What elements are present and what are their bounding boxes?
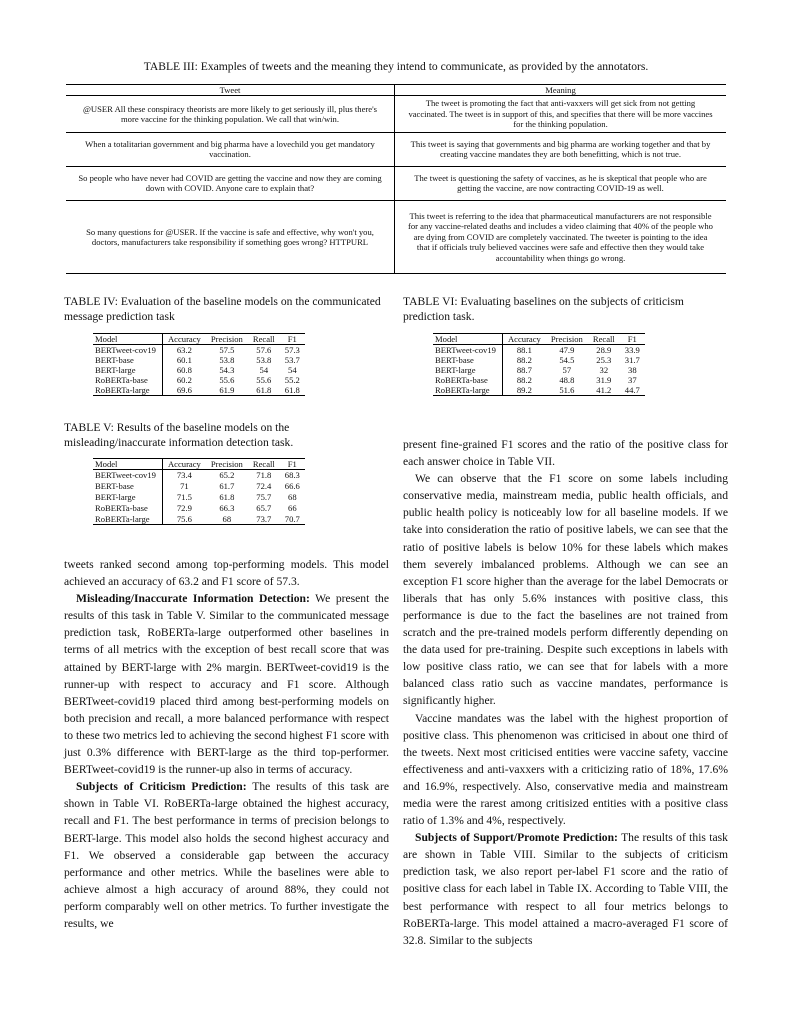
precision-cell: 55.6 <box>219 375 235 385</box>
paragraph <box>403 829 728 949</box>
table-row <box>93 492 305 503</box>
f1-cell: 70.7 <box>280 514 305 525</box>
table-row <box>93 470 305 481</box>
table6-header-accuracy: Accuracy <box>502 334 545 345</box>
accuracy-cell: 69.6 <box>162 385 205 396</box>
table6-caption: TABLE VI: Evaluating baselines on the subjects of criticism prediction task. <box>403 295 684 323</box>
table-row <box>93 355 305 365</box>
recall-cell: 54 <box>259 365 269 375</box>
table-row <box>93 503 305 514</box>
table5 <box>93 458 305 525</box>
table5-header-model: Model <box>93 459 162 470</box>
table-row <box>93 514 305 525</box>
recall-cell: 75.7 <box>256 492 272 502</box>
paragraph: present fine-grained F1 scores and the ratio of the positive class for each answer choice in Table VII. <box>403 438 728 469</box>
table3-meaning-cell: The tweet is promoting the fact that anti-vaxxers will get sick from not getting vaccinated. The tweet is in support of this, and specifies that there will be more vaccines for the thinking population. <box>395 96 727 133</box>
model-cell: RoBERTa-base <box>433 375 502 385</box>
recall-cell: 41.2 <box>588 385 620 396</box>
table5-header-recall: Recall <box>248 459 280 470</box>
table5-header-accuracy: Accuracy <box>162 459 205 470</box>
table-row <box>433 365 645 375</box>
table3-tweet-cell: So people who have never had COVID are getting the vaccine and now they are coming down with COVID. Anyone care to explain that? <box>66 167 395 201</box>
table-row <box>93 365 305 375</box>
f1-cell: 37 <box>628 375 637 385</box>
paragraph: Vaccine mandates was the label with the highest proportion of positive class. This phenomenon was criticised in about one third of the tweets. Next most criticised entities were vaccine safety, vaccine effectiveness and anti-vaxxers with a criticizing ratio of 18%, 17.6% and 16.9%, respectively. Also, conservative media and mainstream media were the rarest among critisized entities with a positive class ratio of 1.3% and 4%, respectively. <box>403 711 728 828</box>
precision-cell: 54.3 <box>219 365 235 375</box>
accuracy-cell: 75.6 <box>162 514 205 525</box>
table4-header-precision: Precision <box>206 334 248 345</box>
paragraph-heading: Subjects of Criticism Prediction: <box>76 780 247 794</box>
f1-cell: 61.8 <box>280 385 305 396</box>
precision-cell: 61.8 <box>219 492 235 502</box>
recall-cell: 32 <box>599 365 609 375</box>
accuracy-cell: 88.1 <box>516 345 532 355</box>
recall-cell: 55.6 <box>256 375 272 385</box>
paragraph-body: The results of this task are shown in Table VIII. Similar to the subjects of criticism prediction task, we also report per-label F1 score and the ratio of positive class for each label in Table IX. According to Table VIII, the best performance with respect to all four metrics belongs to RoBERTa-large. This model attained a macro-averaged F1 score of 32.8. Similar to the subjects <box>403 831 728 947</box>
table3-meaning-cell: This tweet is referring to the idea that pharmaceutical manufacturers are not responsible for any vaccine-related deaths and includes a video claiming that 40% of the people who are dying from COVID are completely vaccinated. The tweeter is pointing to the idea that if officials truly believed vaccines were safe and effective then they would take accountability when things go wrong. <box>395 201 727 274</box>
table6-header-row <box>433 334 645 345</box>
table6-header-precision: Precision <box>546 334 588 345</box>
accuracy-cell: 88.2 <box>516 375 532 385</box>
table4-header-recall: Recall <box>248 334 280 345</box>
table-row <box>93 385 305 396</box>
left-column-text <box>64 556 389 932</box>
paragraph-heading: Misleading/Inaccurate Information Detection: <box>76 592 310 606</box>
recall-cell: 53.8 <box>256 355 272 365</box>
f1-cell: 66.6 <box>284 481 300 491</box>
model-cell: BERT-base <box>93 355 162 365</box>
table-row <box>433 355 645 365</box>
table-row <box>66 201 726 274</box>
recall-cell: 28.9 <box>596 345 612 355</box>
precision-cell: 53.8 <box>219 355 235 365</box>
table3-header-meaning: Meaning <box>395 85 727 96</box>
f1-cell: 53.7 <box>284 355 300 365</box>
precision-cell: 61.7 <box>219 481 235 491</box>
table-row <box>433 345 645 356</box>
table3-tweet-cell: So many questions for @USER. If the vaccine is safe and effective, why won't you, doctors, manufacturers take responsibility if something goes wrong? HTTPURL <box>66 201 395 274</box>
f1-cell: 68 <box>288 492 297 502</box>
precision-cell: 57.5 <box>219 345 235 355</box>
model-cell: BERTweet-cov19 <box>93 345 162 356</box>
paragraph <box>64 590 389 778</box>
table-row <box>66 133 726 167</box>
f1-cell: 55.2 <box>284 375 300 385</box>
paragraph: We can observe that the F1 score on some labels including conservative media, mainstream media, public health officials, and public health policy is noticeably low for all baseline models. If we take into consideration the ratio of positive labels, we can see that the ratio of positive labels is below 10% for these labels which makes them severely imbalanced problems. Although we can see an exception F1 score higher than the average for the label Democrats or liberals that has only 5.6% instances with positive class, this performance is due to the fact the baselines are not trained from scratch and the pre-trained models perform differently depending on the data used for pre-training. Despite such exceptions in labels with low positive class ratio, we can see that for labels with a more balanced class ratio such as vaccine mandates, performance is significantly higher. <box>403 472 728 708</box>
table3-meaning-cell: This tweet is saying that governments and big pharma are working together and that by creating vaccine mandates they are both benefitting, which is not true. <box>395 133 727 167</box>
table3-header-row <box>66 85 726 96</box>
model-cell: BERTweet-cov19 <box>93 470 162 481</box>
precision-cell: 68 <box>206 514 248 525</box>
table6-header-model: Model <box>433 334 502 345</box>
accuracy-cell: 73.4 <box>176 470 192 481</box>
table-row <box>433 385 645 396</box>
table-row <box>66 167 726 201</box>
precision-cell: 66.3 <box>219 503 235 513</box>
recall-cell: 57.6 <box>256 345 272 355</box>
model-cell: BERT-base <box>433 355 502 365</box>
f1-cell: 68.3 <box>284 470 300 481</box>
paragraph-heading: Subjects of Support/Promote Prediction: <box>415 831 618 845</box>
table6-header-f1: F1 <box>620 334 645 345</box>
recall-cell: 65.7 <box>256 503 272 513</box>
f1-cell: 66 <box>288 503 297 513</box>
accuracy-cell: 60.2 <box>176 375 192 385</box>
table-row <box>93 375 305 385</box>
recall-cell: 72.4 <box>256 481 272 491</box>
paragraph: tweets ranked second among top-performing models. This model achieved an accuracy of 63.2 and F1 score of 57.3. <box>64 558 389 589</box>
table5-header-precision: Precision <box>206 459 248 470</box>
table3-tweet-cell: @USER All these conspiracy theorists are more likely to get seriously ill, plus there's more vaccine for the thinking population. We call that win/win. <box>66 96 395 133</box>
table3-tweet-cell: When a totalitarian government and big pharma have a lovechild you get mandatory vaccination. <box>66 133 395 167</box>
recall-cell: 31.9 <box>596 375 612 385</box>
table-row <box>433 375 645 385</box>
paragraph-body: We present the results of this task in Table V. Similar to the communicated message prediction task, RoBERTa-large outperformed other baselines in terms of all metrics with the exception of best recall score that was attained by BERT-large with 2% margin. BERTweet-covid19 is the runner-up with respect to accuracy and F1 score. Although BERTweet-covid19 placed third among best-performing models on both precision and recall, a more balanced performance with respect to these two metrics led to achieving the second highest F1 score with just 0.3% difference with BERT-large as the third top-performer. BERTweet-covid19 is the runner-up also in terms of accuracy. <box>64 592 389 777</box>
recall-cell: 71.8 <box>256 470 272 481</box>
precision-cell: 51.6 <box>546 385 588 396</box>
model-cell: RoBERTa-large <box>93 385 162 396</box>
precision-cell: 47.9 <box>559 345 575 355</box>
f1-cell: 38 <box>628 365 637 375</box>
precision-cell: 57 <box>562 365 572 375</box>
recall-cell: 73.7 <box>248 514 280 525</box>
model-cell: BERTweet-cov19 <box>433 345 502 356</box>
precision-cell: 61.9 <box>206 385 248 396</box>
recall-cell: 61.8 <box>248 385 280 396</box>
accuracy-cell: 60.1 <box>176 355 192 365</box>
accuracy-cell: 71.5 <box>176 492 192 502</box>
table-row <box>93 481 305 492</box>
precision-cell: 48.8 <box>559 375 575 385</box>
model-cell: RoBERTa-base <box>93 503 162 514</box>
model-cell: BERT-large <box>433 365 502 375</box>
table4-caption: TABLE IV: Evaluation of the baseline models on the communicated message prediction task <box>64 295 381 323</box>
f1-cell: 33.9 <box>624 345 640 355</box>
table6 <box>433 333 645 396</box>
model-cell: RoBERTa-large <box>93 514 162 525</box>
table4 <box>93 333 305 396</box>
paragraph-body: The results of this task are shown in Table VI. RoBERTa-large obtained the highest accuracy, recall and F1. The best performance in terms of precision belongs to BERT-large. This model also holds the second highest accuracy and F1. We observed a considerable gap between the accuracy performance and other metrics. While the baselines were able to achieve almost a high accuracy of around 88%, they could not perform comparably well on other metrics. To further investigate the results, we <box>64 780 389 930</box>
table-row <box>66 96 726 133</box>
right-column-text <box>403 436 728 949</box>
table3-meaning-cell: The tweet is questioning the safety of vaccines, as he is skeptical that people who are getting the vaccine, are now contracting COVID-19 as well. <box>395 167 727 201</box>
precision-cell: 65.2 <box>219 470 235 481</box>
accuracy-cell: 72.9 <box>176 503 192 513</box>
f1-cell: 44.7 <box>620 385 645 396</box>
table4-header-f1: F1 <box>280 334 305 345</box>
accuracy-cell: 88.7 <box>516 365 532 375</box>
accuracy-cell: 89.2 <box>502 385 545 396</box>
accuracy-cell: 60.8 <box>176 365 192 375</box>
model-cell: BERT-large <box>93 365 162 375</box>
table3-header-tweet: Tweet <box>66 85 395 96</box>
model-cell: RoBERTa-base <box>93 375 162 385</box>
accuracy-cell: 88.2 <box>516 355 532 365</box>
accuracy-cell: 63.2 <box>176 345 192 355</box>
f1-cell: 31.7 <box>624 355 640 365</box>
table4-header-row <box>93 334 305 345</box>
recall-cell: 25.3 <box>596 355 612 365</box>
table6-header-recall: Recall <box>588 334 620 345</box>
model-cell: RoBERTa-large <box>433 385 502 396</box>
table-row <box>93 345 305 356</box>
table3 <box>66 84 726 274</box>
table3-caption: TABLE III: Examples of tweets and the meaning they intend to communicate, as provided by the annotators. <box>143 60 649 73</box>
accuracy-cell: 71 <box>180 481 189 491</box>
precision-cell: 54.5 <box>559 355 575 365</box>
model-cell: BERT-large <box>93 492 162 503</box>
model-cell: BERT-base <box>93 481 162 492</box>
table5-header-f1: F1 <box>280 459 305 470</box>
f1-cell: 54 <box>288 365 297 375</box>
f1-cell: 57.3 <box>284 345 300 355</box>
paragraph <box>64 778 389 932</box>
table5-caption: TABLE V: Results of the baseline models on the misleading/inaccurate information detection task. <box>64 421 294 449</box>
table4-header-model: Model <box>93 334 162 345</box>
table4-header-accuracy: Accuracy <box>162 334 205 345</box>
table5-header-row <box>93 459 305 470</box>
